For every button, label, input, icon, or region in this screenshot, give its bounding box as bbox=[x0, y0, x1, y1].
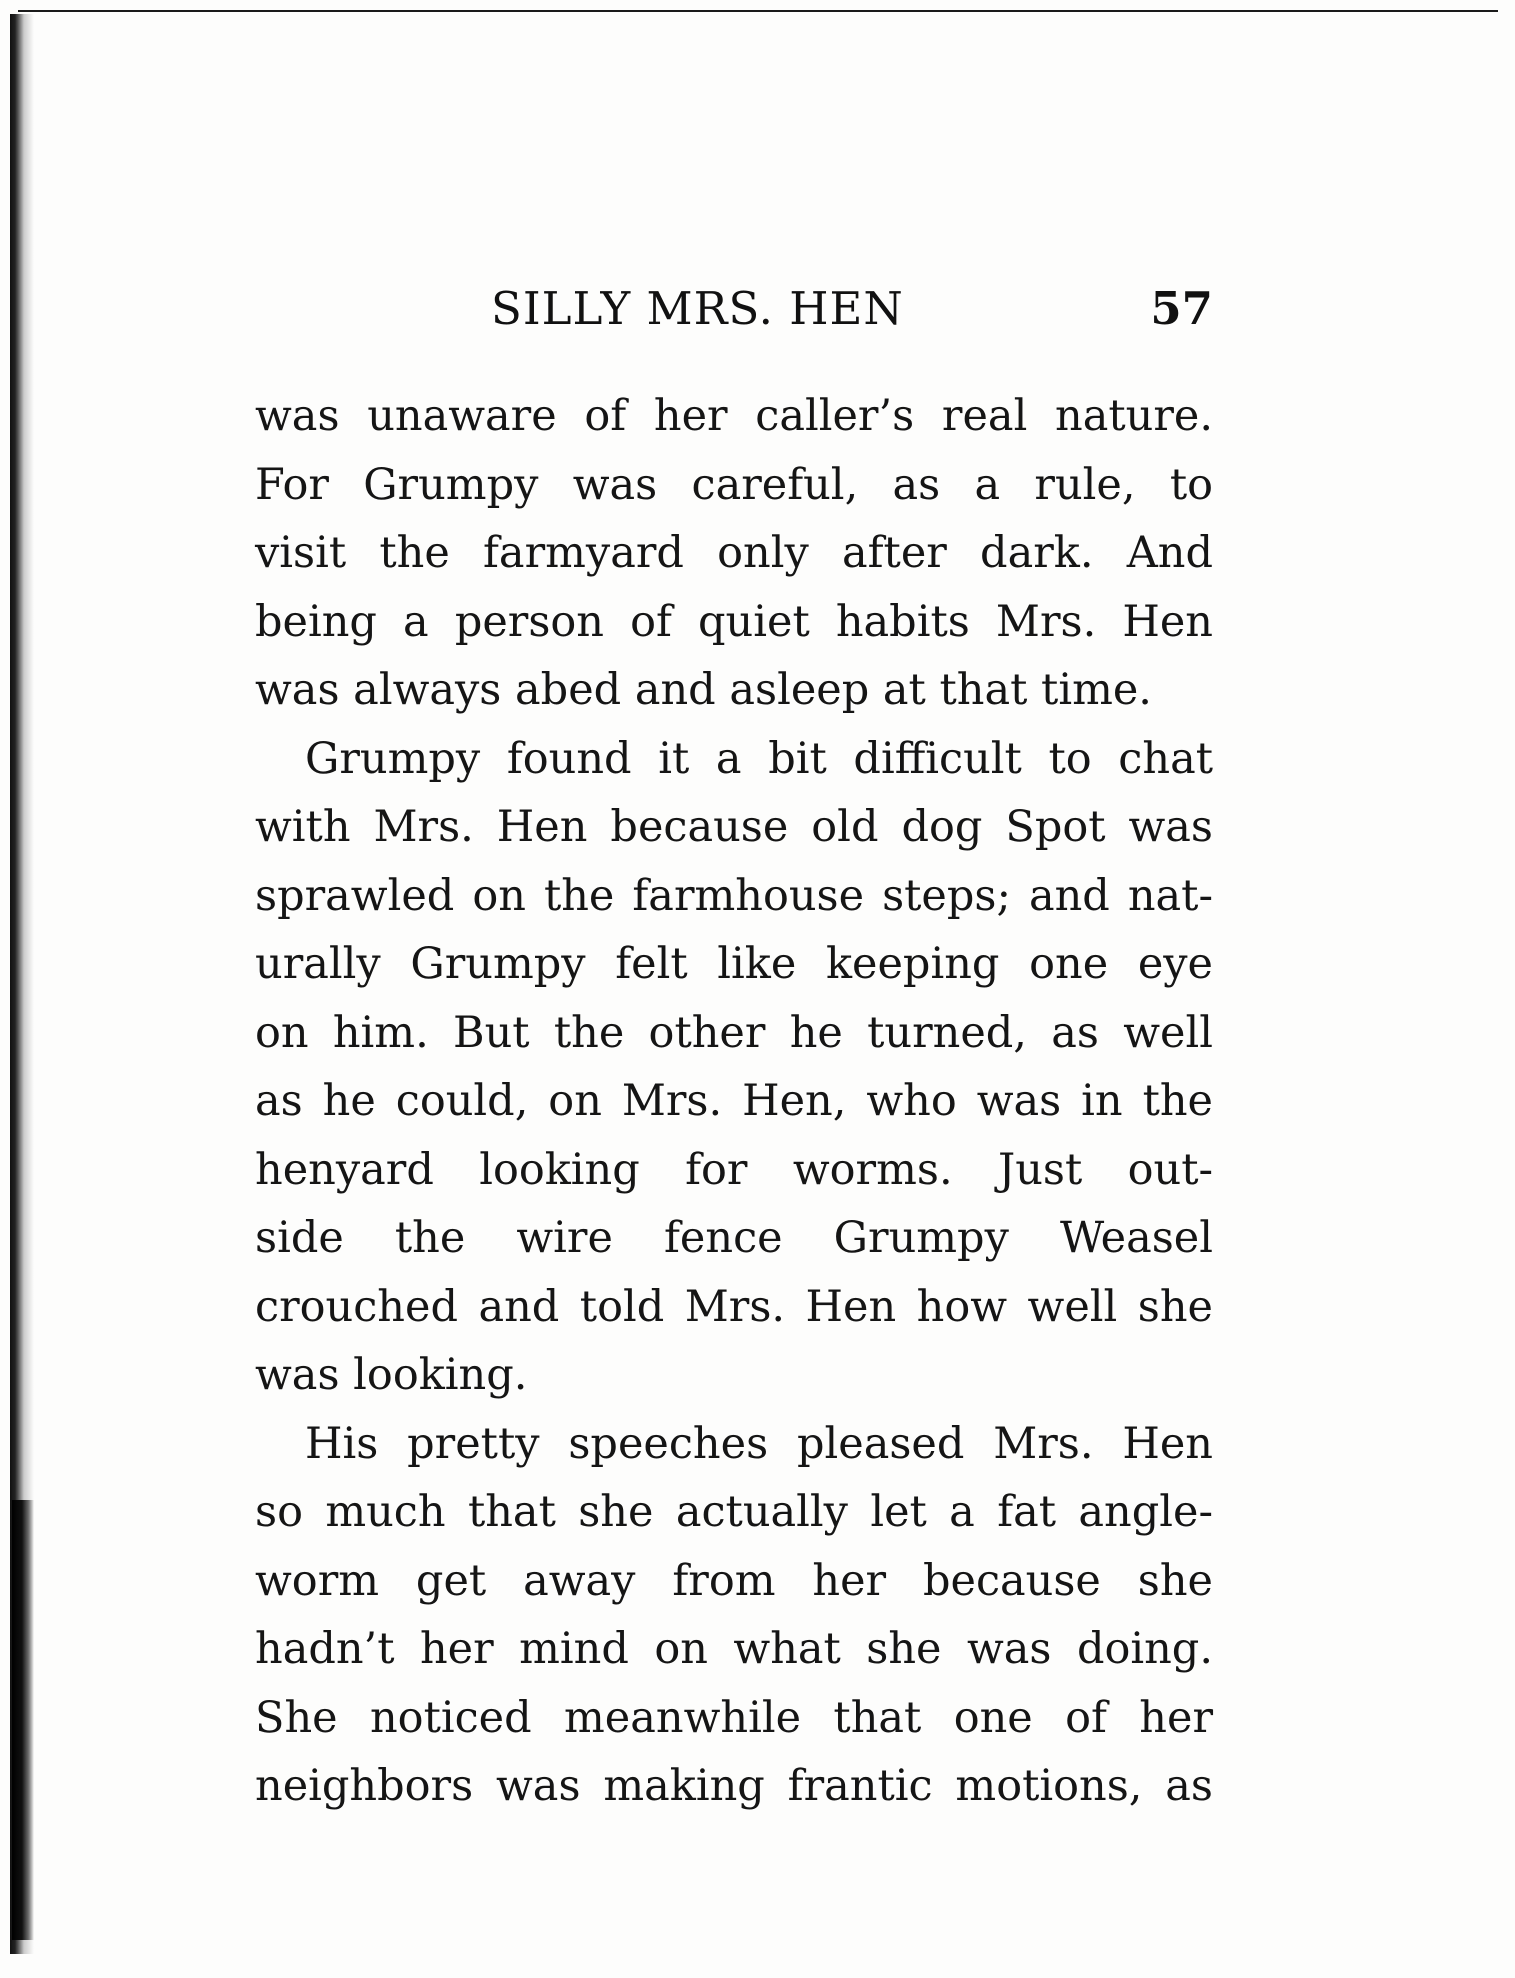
text-line: neighbors was making frantic motions, as bbox=[255, 1761, 1213, 1811]
text-line: worm get away from her because she bbox=[255, 1555, 1213, 1606]
running-title: SILLY MRS. HEN bbox=[491, 282, 904, 335]
text-line: visit the farmyard only after dark. And bbox=[255, 528, 1213, 578]
text-line: urally Grumpy felt like keeping one eye bbox=[255, 939, 1213, 989]
text-line: side the wire fence Grumpy Weasel bbox=[255, 1213, 1213, 1263]
text-line: was always abed and asleep at that time. bbox=[255, 665, 1152, 715]
text-line: Grumpy found it a bit difficult to chat bbox=[305, 733, 1213, 784]
text-line: sprawled on the farmhouse steps; and nat- bbox=[255, 870, 1213, 921]
text-line: She noticed meanwhile that one of her bbox=[255, 1692, 1213, 1743]
text-line: as he could, on Mrs. Hen, who was in the bbox=[255, 1076, 1213, 1126]
binding-shadow bbox=[12, 1500, 34, 1940]
text-line: being a person of quiet habits Mrs. Hen bbox=[255, 596, 1213, 647]
body-text bbox=[255, 382, 1213, 1821]
top-rule bbox=[18, 10, 1498, 12]
text-line: hadn’t her mind on what she was doing. bbox=[255, 1624, 1213, 1674]
text-line: For Grumpy was careful, as a rule, to bbox=[255, 459, 1213, 510]
text-line: His pretty speeches pleased Mrs. Hen bbox=[305, 1418, 1213, 1469]
running-head bbox=[255, 282, 1213, 342]
text-line: henyard looking for worms. Just out- bbox=[255, 1144, 1213, 1195]
text-line: with Mrs. Hen because old dog Spot was bbox=[255, 802, 1213, 852]
text-line: was unaware of her caller’s real nature. bbox=[255, 391, 1213, 441]
text-line: on him. But the other he turned, as well bbox=[255, 1007, 1213, 1058]
text-line: crouched and told Mrs. Hen how well she bbox=[255, 1281, 1213, 1332]
text-line: so much that she actually let a fat angle- bbox=[255, 1487, 1213, 1537]
text-line: was looking. bbox=[255, 1350, 528, 1400]
page-number: 57 bbox=[1150, 282, 1213, 335]
